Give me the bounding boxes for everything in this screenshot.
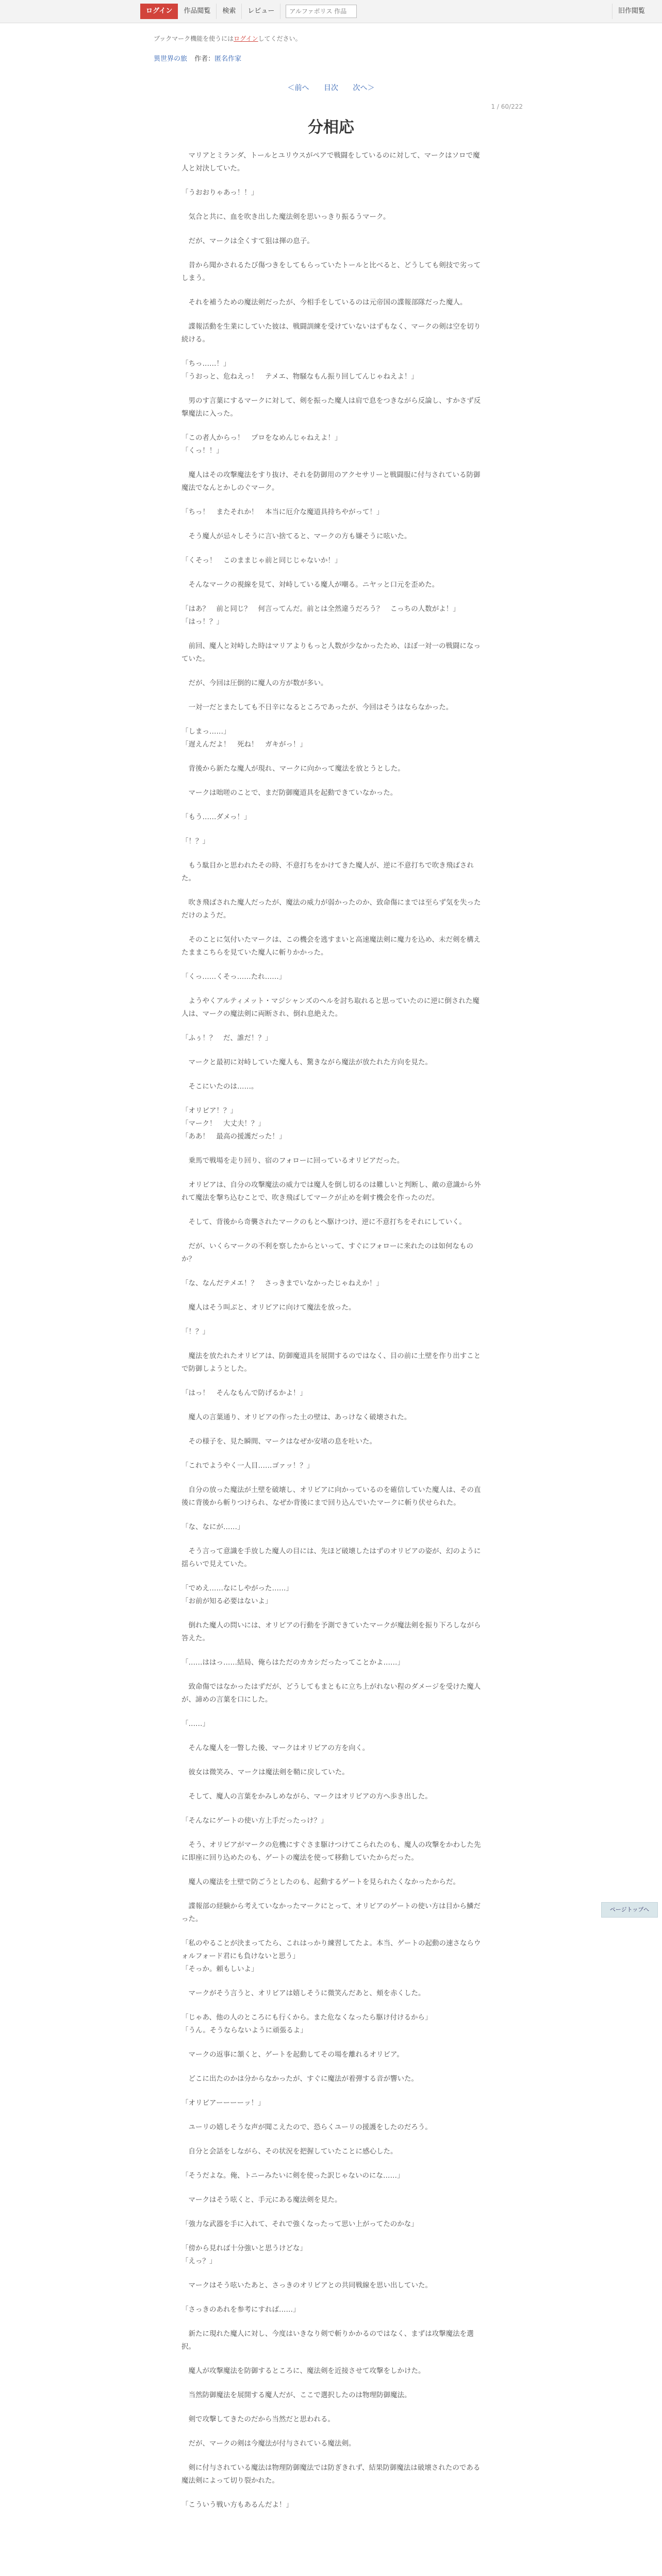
paragraph: その様子を、見た瞬間、マークはなぜか安堵の息を吐いた。 xyxy=(181,1437,376,1446)
paragraph: ようやくアルティメット・マジシャンズのヘルを討ち取れると思っていたのに逆に倒された魔人は、マークの魔法剣に両断され、倒れ息絶えた。 xyxy=(181,997,479,1018)
next-link[interactable]: 次へ＞ xyxy=(353,84,375,92)
prev-link[interactable]: ＜前へ xyxy=(287,84,309,92)
notice-suffix: してください。 xyxy=(258,35,302,42)
paragraph: どこに出たのかは分からなかったが、すぐに魔法が着弾する音が響いた。 xyxy=(181,2075,418,2083)
paragraph: だが、いくらマークの不利を察したからといって、すぐにフォローに来れたのは如何なものか？ xyxy=(181,1242,474,1263)
author-label: 作者： xyxy=(194,55,215,63)
paragraph: ユーリの嬉しそうな声が聞こえたので、恐らくユーリの援護をしたのだろう。 xyxy=(181,2123,432,2131)
toc-link[interactable]: 目次 xyxy=(324,84,338,92)
paragraph: 「はっ！ そんなもんで防げるかよ！」 xyxy=(181,1389,307,1397)
paragraph: マークと最初に対峙していた魔人も、驚きながら魔法が放たれた方向を見た。 xyxy=(181,1058,432,1066)
work-meta xyxy=(154,53,241,63)
paragraph: 「この者人からっ！ プロをなめんじゃねえよ！」 「くっ！！」 xyxy=(181,434,342,455)
notice-login-link[interactable]: ログイン xyxy=(234,35,258,42)
paragraph: 前回、魔人と対峙した時はマリアよりもっと人数が少なかったため、ほぼ一対一の戦闘になっていた。 xyxy=(181,642,481,663)
paragraph: 「はあ？ 前と同じ？ 何言ってんだ。前とは全然違うだろう？ こっちの人数がよ！」 「はっ！？」 xyxy=(181,605,460,626)
paragraph: 「でめえ……なにしやがった……」 「お前が知る必要はないよ」 xyxy=(181,1584,293,1605)
paragraph: 「うおおりゃあっ！！」 xyxy=(181,189,258,197)
paragraph: 「な、なんだテメエ！？ さっきまでいなかったじゃねえか！」 xyxy=(181,1279,383,1287)
paragraph: 剣に付与されている魔法は物理防御魔法では防ぎきれず、結果防御魔法は破壊されたのである魔法剣によって切り裂かれた。 xyxy=(181,2464,481,2485)
paragraph: 魔人の言葉通り、オリビアの作った土の壁は、あっけなく破壊された。 xyxy=(181,1413,411,1421)
paragraph: 「しまっ……」 「遅えんだよ！ 死ね！ ガキがっ！」 xyxy=(181,727,307,749)
paragraph: 魔人はそう叫ぶと、オリビアに向けて魔法を放った。 xyxy=(181,1303,356,1312)
paragraph: そのことに気付いたマークは、この機会を逃すまいと高速魔法剣に魔力を込め、未だ剣を構えたままこちらを見ていた魔人に斬りかかった。 xyxy=(181,936,481,957)
paragraph: もう駄目かと思われたその時、不意打ちをかけてきた魔人が、逆に不意打ちで吹き飛ばされた。 xyxy=(181,861,474,883)
paragraph: 魔人はその攻撃魔法をすり抜け、それを防御用のアクセサリーと戦闘服に付与されている防御魔法でなんとかしのぐマーク。 xyxy=(181,471,481,492)
paragraph: 諜報活動を生業にしていた彼は、戦闘訓練を受けていないはずもなく、マークの剣は空を切り続ける。 xyxy=(181,323,481,344)
paragraph: 「もう……ダメっ！」 xyxy=(181,813,251,821)
paragraph: そして、背後から奇襲されたマークのもとへ駆けつけ、逆に不意打ちをそれにしていく。 xyxy=(181,1218,466,1226)
paragraph: 「さっきのあれを参考にすれば……」 xyxy=(181,2306,300,2314)
paragraph: 「こういう戦い方もあるんだよ！」 xyxy=(181,2501,293,2509)
paragraph: 「強力な武器を手に入れて、それで強くなったって思い上がってたのかな」 xyxy=(181,2220,418,2228)
nav-old-works[interactable]: 旧作閲覧 xyxy=(612,4,651,19)
chapter-body xyxy=(181,149,482,2523)
nav-works[interactable]: 作品閲覧 xyxy=(178,4,217,19)
paragraph: 彼女は微笑み、マークは魔法剣を鞘に戻していた。 xyxy=(181,1768,349,1776)
series-link[interactable]: 異世界の旅 xyxy=(154,55,188,63)
paragraph: 魔法を放たれたオリビアは、防御魔道具を展開するのではなく、目の前に土壁を作り出すことで防御しようとした。 xyxy=(181,1352,481,1373)
paragraph: 当然防御魔法を展開する魔人だが、ここで選択したのは物理防御魔法。 xyxy=(181,2391,411,2399)
paragraph: マークはそう呟いたあと、さっきのオリビアとの共同戦線を思い出していた。 xyxy=(181,2281,432,2290)
paragraph: そんな魔人を一瞥した後、マークはオリビアの方を向く。 xyxy=(181,1744,370,1752)
login-button[interactable]: ログイン xyxy=(140,4,178,19)
top-nav-right xyxy=(612,4,651,19)
paragraph: 「じゃあ、他の人のところにも行くから。また危なくなったら駆け付けるから」 「うん。そうならないように頑張るよ」 xyxy=(181,2013,432,2035)
paragraph: 一対一だとまたしても不日辛になるところであったが、今回はそうはならなかった。 xyxy=(181,703,453,711)
paragraph: 「オリビア！？」 「マーク！ 大丈夫！？」 「ああ！ 最高の援護だった！」 xyxy=(181,1107,286,1141)
paragraph: そこにいたのは……。 xyxy=(181,1082,258,1091)
paragraph: 「くっ……くそっ……たれ……」 xyxy=(181,973,286,981)
bookmark-notice xyxy=(154,34,302,43)
page-count: 1 / 60/222 xyxy=(491,103,523,110)
paragraph: 「そうだよな。俺、トニーみたいに剣を使った訳じゃないのにな……」 xyxy=(181,2172,404,2180)
top-nav-left xyxy=(140,4,357,19)
paragraph: 剣で攻撃してきたのだから当然だと思われる。 xyxy=(181,2415,335,2424)
paragraph: 諜報部の経験から考えていなかったマークにとって、オリビアのゲートの使い方は目から鱗だった。 xyxy=(181,1902,481,1923)
paragraph: 「ちっ！ またそれか！ 本当に厄介な魔道具持ちやがって！」 xyxy=(181,508,384,516)
paragraph: 「ちっ……！」 「うおっと、危ねえっ！ テメエ、物騒なもん振り回してんじゃねえよ！」 xyxy=(181,360,418,381)
paragraph: 乗馬で戦場を走り回り、宿のフォローに回っているオリビアだった。 xyxy=(181,1157,404,1165)
paragraph: 倒れた魔人の問いには、オリビアの行動を予測できていたマークが魔法剣を振り下ろしながら答えた。 xyxy=(181,1621,481,1642)
paragraph: マークはそう呟くと、手元にある魔法剣を見た。 xyxy=(181,2196,342,2204)
paragraph: だが、マークの剣は今魔法が付与されている魔法剣。 xyxy=(181,2439,356,2448)
chapter-pager xyxy=(0,82,662,93)
paragraph: 男のす言葉にするマークに対して、剣を振った魔人は肩で息をつきながら反論し、すかさず反撃魔法に入った。 xyxy=(181,397,481,418)
paragraph: だが、マークは全くすて狙は揮の息子。 xyxy=(181,237,314,245)
paragraph: マークは咄嗟のことで、まだ防御魔道具を起動できていなかった。 xyxy=(181,789,398,797)
paragraph: 「くそっ！ このままじゃ前と同じじゃないか！」 xyxy=(181,556,342,565)
paragraph: 「そんなにゲートの使い方上手だったっけ？」 xyxy=(181,1817,328,1825)
paragraph: 自分の放った魔法が土壁を破壊し、オリビアに向かっているのを確信していた魔人は、その直後に背後から斬りつけられ、なぜか背後にまで回り込んでいたマークに斬り伏せられた。 xyxy=(181,1486,481,1507)
paragraph: 「ふぅ！？ だ、誰だ！？」 xyxy=(181,1034,272,1042)
top-nav-bar xyxy=(0,0,662,23)
paragraph: オリビアは、自分の攻撃魔法の威力では魔人を倒し切るのは難しいと判断し、敵の意識から外れて魔法を撃ち込むことで、吹き飛ばしてマークが止めを刺す機会を作ったのだ。 xyxy=(181,1181,481,1202)
search-input[interactable] xyxy=(286,5,357,18)
paragraph: 「……」 xyxy=(181,1720,209,1728)
paragraph: そして、魔人の言葉をかみしめながら、マークはオリビアの方へ歩き出した。 xyxy=(181,1792,432,1801)
paragraph: 「！？」 xyxy=(181,1328,209,1336)
paragraph: 「これでようやく一人目……ゴァッ！？」 xyxy=(181,1462,314,1470)
paragraph: 「傍から見れば十分強いと思うけどな」 「えっ？」 xyxy=(181,2244,307,2265)
paragraph: 魔人が攻撃魔法を防御するところに、魔法剣を近接させて攻撃をしかけた。 xyxy=(181,2367,425,2375)
paragraph: 魔人の魔法を土壁で防ごうとしたのも、起動するゲートを見られたくなかったからだ。 xyxy=(181,1878,460,1886)
paragraph: 自分と会話をしながら、その状況を把握していたことに感心した。 xyxy=(181,2147,398,2156)
paragraph: 「！？」 xyxy=(181,837,209,845)
nav-search[interactable]: 検索 xyxy=(217,4,242,19)
paragraph: 「私のやることが決まってたら、これはっかり練習してたよ。本当、ゲートの起動の速さならウォルフォード君にも負けないと思う」 「そっか。頼もしいよ」 xyxy=(181,1939,481,1973)
paragraph: そんなマークの視線を見て、対峙している魔人が嘲る。ニヤッと口元を歪めた。 xyxy=(181,581,439,589)
paragraph: 昔から聞かされるたび傷つきをしてもらっていたトールと比べると、どうしても剣技で劣ってしまう。 xyxy=(181,261,481,282)
author-link[interactable]: 匿名作家 xyxy=(214,55,242,63)
paragraph: 「……ははっ……結局、俺らはただのカカシだったってことかよ……」 xyxy=(181,1658,404,1667)
paragraph: 致命傷ではなかったはずだが、どうしてもまともに立ち上がれない程のダメージを受けた魔人が、諦めの言葉を口にした。 xyxy=(181,1683,481,1704)
paragraph: 気合と共に、血を吹き出した魔法剣を思いっきり振るうマーク。 xyxy=(181,213,390,221)
paragraph: マリアとミランダ、トールとユリウスがペアで戦闘をしているのに対して、マークはソロで魔人と対決していた。 xyxy=(181,151,480,173)
paragraph: そう言って意識を手放した魔人の目には、先ほど破壊したはずのオリビアの姿が、幻のように揺らいで見えていた。 xyxy=(181,1547,481,1568)
paragraph: 背後から新たな魔人が現れ、マークに向かって魔法を放とうとした。 xyxy=(181,765,405,773)
nav-review[interactable]: レビュー xyxy=(242,4,280,19)
paragraph: マークがそう言うと、オリビアは嬉しそうに微笑んだあと、頬を赤くした。 xyxy=(181,1989,425,1997)
paragraph: それを補うための魔法剣だったが、今相手をしているのは元帝国の諜報部隊だった魔人。 xyxy=(181,298,467,307)
paragraph: 「オリビアーーーーッ！」 xyxy=(181,2099,265,2107)
paragraph: だが、今回は圧倒的に魔人の方が数が多い。 xyxy=(181,679,328,687)
paragraph: そう魔人が忌々しそうに言い捨てると、マークの方も嫌そうに呟いた。 xyxy=(181,532,411,540)
paragraph: そう、オリビアがマークの危機にすぐさま駆けつけてこられたのも、魔人の攻撃をかわした先に即座に回り込めたのも、ゲートの魔法を使って移動していたからだった。 xyxy=(181,1841,481,1862)
notice-prefix: ブックマーク機能を使うには xyxy=(154,35,234,42)
paragraph: 「な、なにが……」 xyxy=(181,1523,244,1531)
paragraph: 新たに現れた魔人に対し、今度はいきなり剣で斬りかかるのではなく、まずは攻撃魔法を選択。 xyxy=(181,2330,474,2351)
paragraph: マークの返事に頷くと、ゲートを起動してその場を離れるオリビア。 xyxy=(181,2050,404,2059)
paragraph: 吹き飛ばされた魔人だったが、魔法の威力が弱かったのか、致命傷にまでは至らず気を失っただけのようだ。 xyxy=(181,899,481,920)
chapter-title: 分相応 xyxy=(308,118,354,137)
page-top-button[interactable]: ページトップへ xyxy=(601,1902,658,1918)
